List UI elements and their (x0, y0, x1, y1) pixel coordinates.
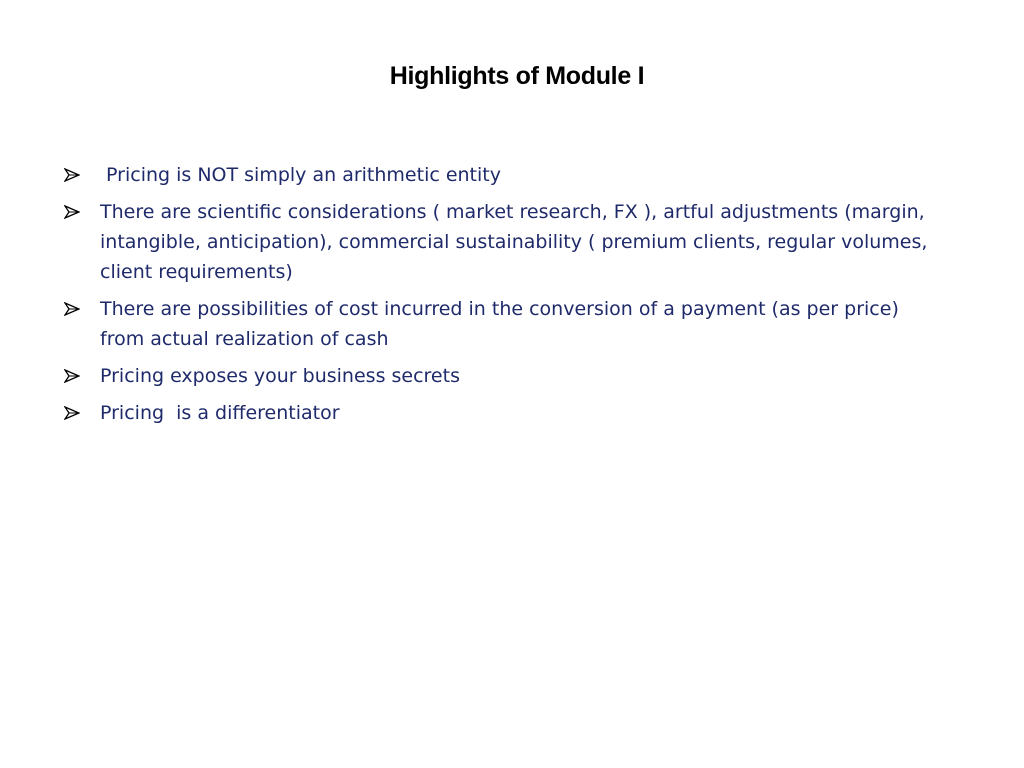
arrow-bullet-icon (64, 294, 84, 324)
arrow-bullet-icon (64, 160, 84, 190)
arrow-bullet-icon (64, 361, 84, 391)
bullet-item (64, 160, 944, 190)
bullet-text: There are scientific considerations ( market research, FX ), artful adjustments (margin, intangible, anticipation), commercial sustainability ( premium clients, regular volumes, client requirements) (100, 201, 934, 283)
bullet-text: Pricing exposes your business secrets (100, 365, 460, 387)
bullet-list (64, 160, 944, 435)
slide-title: Highlights of Module I (389, 62, 645, 90)
bullet-item (64, 294, 944, 354)
arrow-bullet-icon (64, 197, 84, 227)
bullet-text: Pricing is NOT simply an arithmetic entity (100, 164, 501, 186)
bullet-text: There are possibilities of cost incurred in the conversion of a payment (as per price) from actual realization of cash (100, 298, 905, 350)
bullet-item (64, 398, 944, 428)
bullet-text: Pricing is a differentiator (100, 402, 340, 424)
bullet-item (64, 197, 944, 287)
bullet-item (64, 361, 944, 391)
arrow-bullet-icon (64, 398, 84, 428)
